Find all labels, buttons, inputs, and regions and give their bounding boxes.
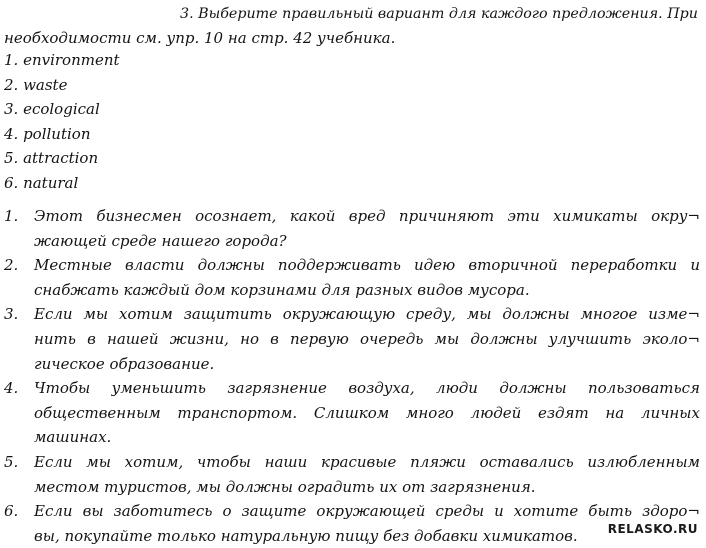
word-item: 5. attraction [4, 149, 99, 168]
instruction-line-2: необходимости см. упр. 10 на стр. 42 учебника. [4, 29, 396, 47]
sentence-item [4, 450, 700, 499]
instruction-line-1: 3. Выберите правильный вариант для каждого предложения. При [180, 6, 698, 22]
sentence-line: машинах. [34, 428, 112, 447]
sentence-number: 2. [4, 256, 19, 275]
sentence-number: 4. [4, 379, 19, 398]
word-item: 2. waste [4, 75, 68, 94]
sentence-number: 6. [4, 502, 19, 521]
sentence-line: Чтобы уменьшить загрязнение воздуха, люди должны пользоваться [34, 379, 700, 398]
sentence-line: местом туристов, мы должны оградить их от загрязнения. [34, 477, 536, 496]
sentence-line: Этот бизнесмен осознает, какой вред причиняют эти химикаты окру¬ [34, 207, 700, 225]
sentence-list [4, 204, 700, 548]
sentence-number: 3. [4, 305, 19, 324]
sentence-line: Местные власти должны поддерживать идею вторичной переработки и [34, 256, 700, 275]
sentence-item [4, 376, 700, 450]
sentence-item [4, 302, 700, 376]
sentence-line: Если мы хотим, чтобы наши красивые пляжи оставались излюбленным [34, 452, 700, 471]
sentence-number: 5. [4, 452, 19, 471]
sentence-line: жающей среде нашего города? [34, 231, 287, 250]
exercise-instruction [4, 2, 698, 50]
word-item: 6. natural [4, 173, 79, 192]
sentence-line: Если вы заботитесь о защите окружающей среды и хотите быть здоро¬ [34, 502, 700, 521]
word-item: 1. environment [4, 51, 120, 69]
sentence-line: снабжать каждый дом корзинами для разных видов мусора. [34, 280, 530, 299]
word-item: 3. ecological [4, 100, 100, 119]
word-list [4, 48, 120, 196]
sentence-item [4, 204, 700, 253]
sentence-number: 1. [4, 207, 19, 225]
sentence-line: вы, покупайте только натуральную пищу без добавки химикатов. [34, 526, 578, 545]
sentence-line: нить в нашей жизни, но в первую очередь мы должны улучшить эколо¬ [34, 329, 700, 348]
word-item: 4. pollution [4, 124, 91, 143]
sentence-item [4, 253, 700, 302]
site-watermark: RELASKO.RU [607, 522, 698, 536]
sentence-line: Если мы хотим защитить окружающую среду, мы должны многое изме¬ [34, 305, 700, 324]
sentence-line: общественным транспортом. Слишком много людей ездят на личных [34, 403, 700, 422]
sentence-line: гическое образование. [34, 354, 215, 373]
